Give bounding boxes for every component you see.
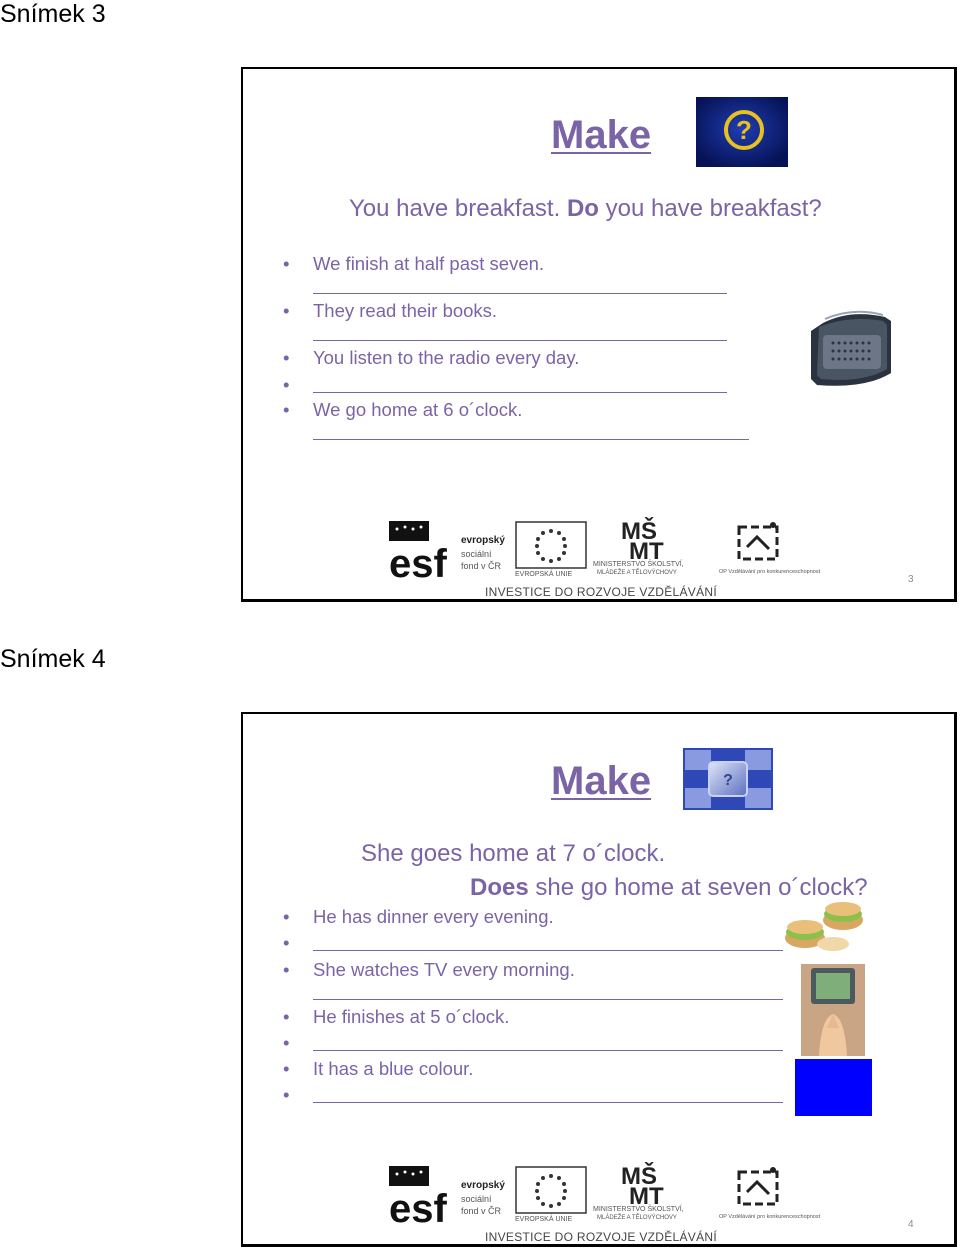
slide-4: Make ? She goes home at 7 o´clock. Does she go home at seven o´clock? • He has dinner every evening. • • She watches TV every morning. • He finishes at 5 o´clock. • • It has a blue colour. • esf evropský sociální fond v ČR EVROPSKÁ UNIE MŠ MT MINISTERSTVO ŠKOLSTVÍ, MLÁDEŽE A TĚLOVÝCHOVY OP Vzdělávání pro konkurenceschopnost INVESTICE DO ROZVOJE VZDĚLÁVÁNÍ 4 bbox=[241, 712, 957, 1247]
eu-flag-logo: EVROPSKÁ UNIE bbox=[515, 1166, 587, 1224]
lead-sentence: You have breakfast. Do you have breakfast? bbox=[349, 195, 822, 222]
sandwich-icon bbox=[783, 898, 869, 954]
svg-text:MŠ: MŠ bbox=[621, 1163, 657, 1190]
svg-text:esf: esf bbox=[389, 1187, 447, 1224]
blue-square bbox=[795, 1059, 872, 1116]
footer-logos bbox=[389, 1162, 821, 1247]
answer-line[interactable] bbox=[313, 999, 783, 1000]
page-number: 3 bbox=[908, 574, 914, 585]
question-sentence: Does she go home at seven o´clock? bbox=[470, 874, 868, 901]
svg-text:esf: esf bbox=[389, 542, 447, 579]
eu-flag-logo: EVROPSKÁ UNIE bbox=[515, 521, 587, 579]
op-logo: OP Vzdělávání pro konkurenceschopnost bbox=[719, 1162, 799, 1224]
op-logo: OP Vzdělávání pro konkurenceschopnost bbox=[719, 517, 799, 579]
esf-logo: esf evropský sociální fond v ČR bbox=[389, 1166, 509, 1224]
invest-slogan: INVESTICE DO ROZVOJE VZDĚLÁVÁNÍ bbox=[485, 585, 718, 599]
svg-text:MT: MT bbox=[629, 1183, 664, 1206]
question-mark-icon bbox=[696, 97, 788, 167]
slide-label-4: Snímek 4 bbox=[0, 645, 106, 673]
slide-title: Make bbox=[551, 759, 652, 803]
svg-text:?: ? bbox=[723, 772, 733, 789]
answer-line[interactable] bbox=[313, 1050, 783, 1051]
esf-logo: esf evropský sociální fond v ČR bbox=[389, 521, 509, 579]
msmt-logo: MŠ MT MINISTERSTVO ŠKOLSTVÍ, MLÁDEŽE A TĚLOVÝCHOVY bbox=[593, 1163, 684, 1221]
svg-text:MT: MT bbox=[629, 538, 664, 561]
answer-line[interactable] bbox=[313, 392, 727, 393]
answer-line[interactable] bbox=[313, 340, 727, 341]
slide-3: Make ? You have breakfast. Do you have breakfast? • We finish at half past seven. • They read their books. • You listen to the radio every day. • • We go home at 6 o´clock. esf evropský sociální fond v ČR EVROPSKÁ UNIE MŠ MT MINISTERSTVO ŠKOLSTVÍ, MLÁDEŽE A TĚLOVÝCHOVY OP Vzdělávání pro konkurenceschopnost INVESTICE DO ROZVOJE VZDĚLÁVÁNÍ 3 bbox=[241, 67, 957, 602]
svg-text:?: ? bbox=[736, 115, 752, 145]
tv-icon bbox=[801, 964, 865, 1056]
invest-slogan: INVESTICE DO ROZVOJE VZDĚLÁVÁNÍ bbox=[485, 1230, 718, 1244]
answer-line[interactable] bbox=[313, 950, 783, 951]
svg-text:MŠ: MŠ bbox=[621, 518, 657, 545]
lead-sentence: She goes home at 7 o´clock. bbox=[361, 840, 666, 867]
slide-label-3: Snímek 3 bbox=[0, 0, 106, 28]
answer-line[interactable] bbox=[313, 1102, 783, 1103]
radio-icon bbox=[805, 309, 895, 393]
page-number: 4 bbox=[908, 1219, 914, 1230]
msmt-logo: MŠ MT MINISTERSTVO ŠKOLSTVÍ, MLÁDEŽE A TĚLOVÝCHOVY bbox=[593, 518, 684, 576]
question-key-icon bbox=[683, 748, 773, 810]
footer-logos bbox=[389, 517, 821, 602]
slide-title: Make bbox=[551, 113, 652, 157]
answer-line[interactable] bbox=[313, 439, 749, 440]
answer-line[interactable] bbox=[313, 293, 727, 294]
